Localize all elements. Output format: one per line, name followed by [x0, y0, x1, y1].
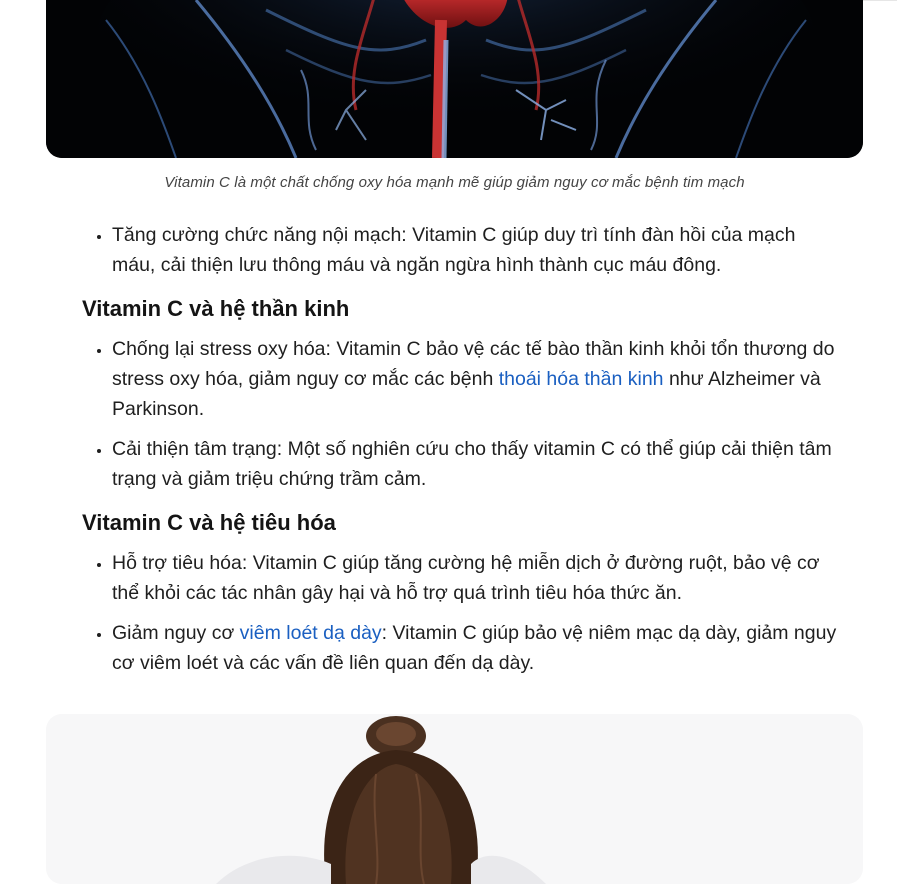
list-item — [112, 334, 842, 424]
list-item: • Hỗ trợ tiêu hóa: Vitamin C giúp tăng cường hệ miễn dịch ở đường ruột, bảo vệ cơ thể khỏi các tác nhân gây hại và hỗ trợ quá trình tiêu hóa thức ăn. — [112, 548, 842, 608]
woman-photo-image — [46, 714, 863, 884]
section-heading-digestive: Vitamin C và hệ tiêu hóa — [82, 510, 336, 535]
digestive-benefits-list — [82, 548, 842, 678]
list-item: • Tăng cường chức năng nội mạch: Vitamin C giúp duy trì tính đàn hồi của mạch máu, cải thiện lưu thông máu và ngăn ngừa hình thành cục máu đông. — [112, 220, 842, 280]
top-divider — [862, 0, 897, 1]
figure-caption: Vitamin C là một chất chống oxy hóa mạnh mẽ giúp giảm nguy cơ mắc bệnh tim mạch — [164, 174, 745, 191]
article-content — [82, 220, 842, 688]
stomach-ulcer-link[interactable]: viêm loét dạ dày — [239, 622, 382, 644]
section-heading-nervous: Vitamin C và hệ thần kinh — [82, 296, 350, 321]
heart-anatomy-image — [46, 0, 863, 158]
list-item-text: Chống lại stress oxy hóa: Vitamin C bảo vệ các tế bào thần kinh khỏi tổn thương do stress oxy hóa, giảm nguy cơ mắc các bệnh — [112, 338, 835, 390]
list-item: • Cải thiện tâm trạng: Một số nghiên cứu cho thấy vitamin C có thể giúp cải thiện tâm trạng và giảm triệu chứng trầm cảm. — [112, 434, 842, 494]
cardio-benefits-list — [82, 220, 842, 280]
list-item-text: : Vitamin C giúp bảo vệ niêm mạc dạ dày, giảm nguy cơ viêm loét và các vấn đề liên quan đến dạ dày. — [112, 622, 837, 674]
neurodegeneration-link[interactable]: thoái hóa thần kinh — [498, 368, 664, 390]
list-item-text: như Alzheimer và Parkinson. — [112, 368, 821, 420]
woman-head-illustration — [46, 714, 863, 884]
list-item-text: Giảm nguy cơ — [112, 622, 240, 644]
nervous-benefits-list — [82, 334, 842, 494]
list-item — [112, 618, 842, 678]
heart-illustration — [46, 0, 863, 158]
